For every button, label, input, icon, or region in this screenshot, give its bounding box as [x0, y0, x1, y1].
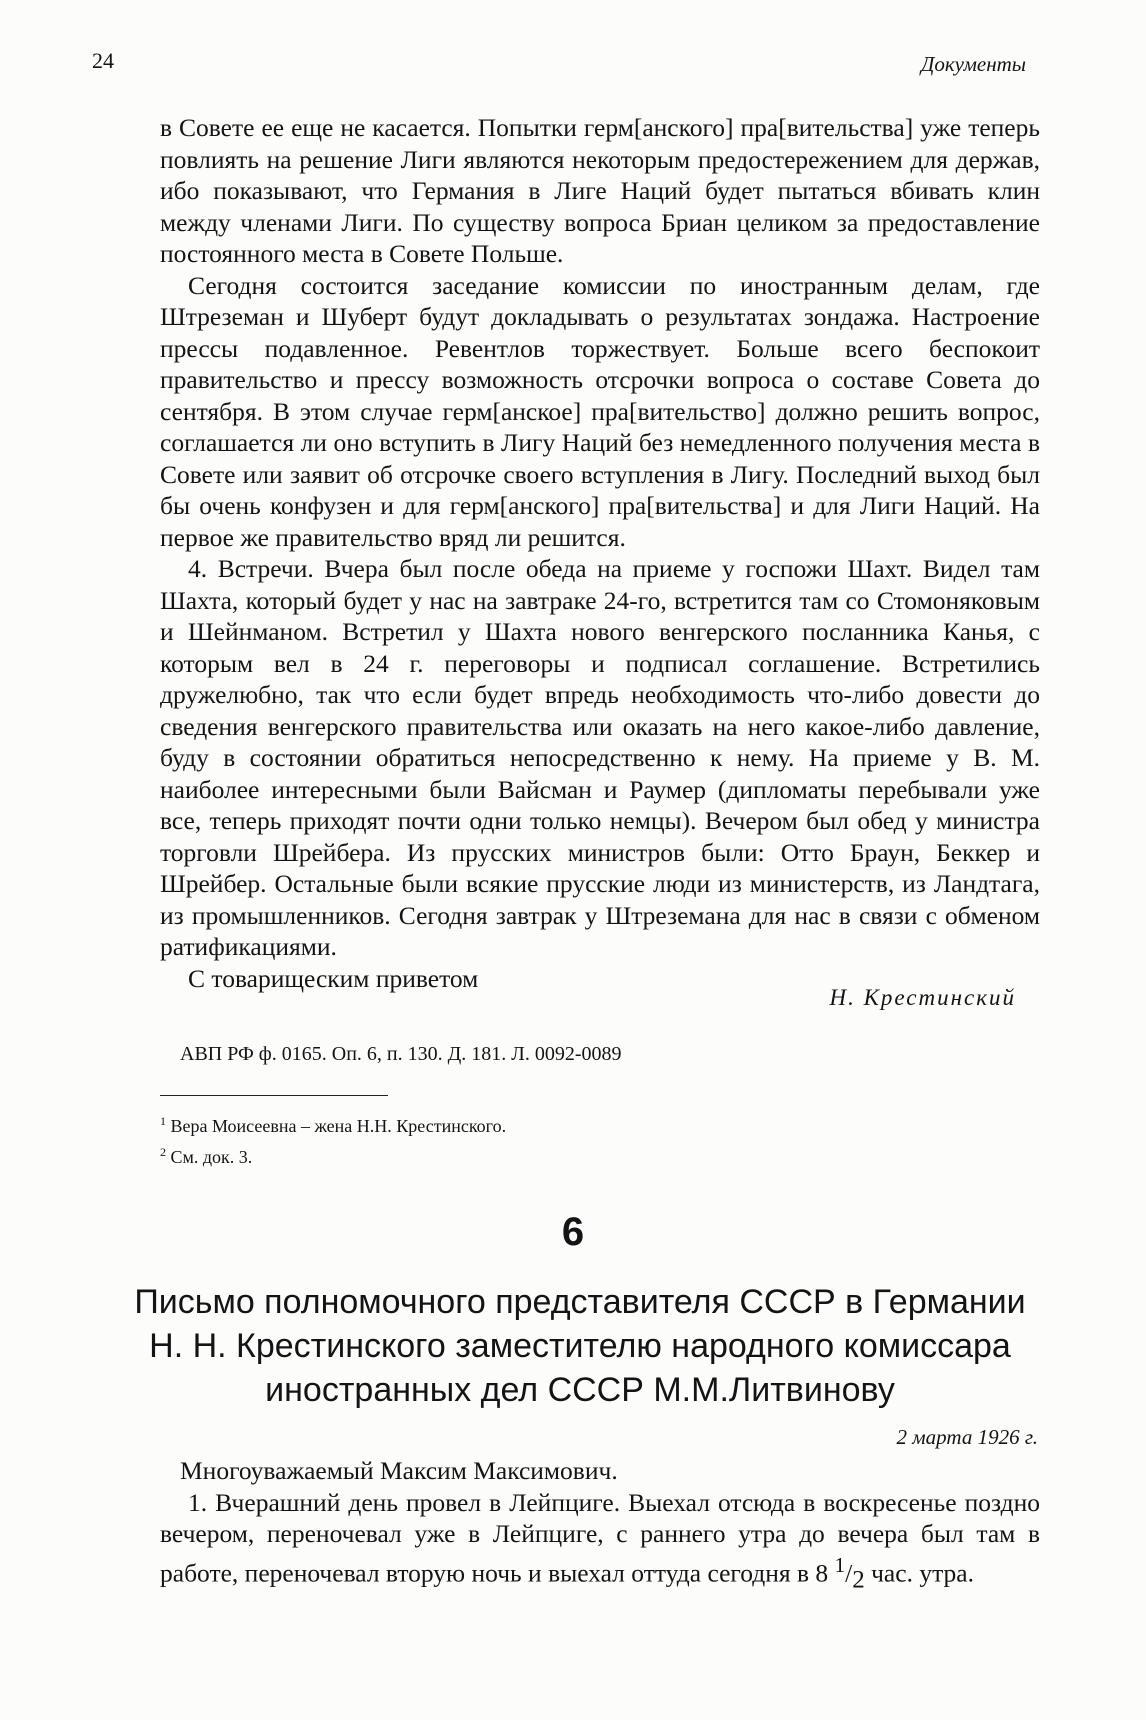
- document-title: [120, 1280, 1040, 1412]
- footnote-mark: 2: [160, 1145, 166, 1159]
- paragraph: 4. Встречи. Вчера был после обеда на приеме у госпожи Шахт. Видел там Шахта, который будет у нас на завтраке 24-го, встретится там со Стомоняковым и Шейнманом. Встретил у Шахта нового венгерского посланника Канья, с которым вел в 24 г. переговоры и подписал соглашение. Встретились дружелюбно, так что если будет впредь необходимость что-либо довести до сведения венгерского правительства или оказать на него какое-либо давление, буду в состоянии обратиться непосредственно к нему. На приеме у В. М. наиболее интересными были Вайсман и Раумер (дипломаты перебывали уже все, теперь приходят почти одни только немцы). Вечером был обед у министра торговли Шрейбера. Из прусских министров были: Отто Браун, Беккер и Шрейбер. Остальные были всякие прусские люди из министерств, из Ландтага, из промышленников. Сегодня завтрак у Штреземана для нас в связи с обменом ратификациями.: [160, 554, 1040, 961]
- archive-reference: АВП РФ ф. 0165. Оп. 6, п. 130. Д. 181. Л. 0092-0089: [180, 1043, 622, 1065]
- title-line: Н. Н. Крестинского заместителю народного комиссара: [149, 1327, 1011, 1365]
- paragraph: Сегодня состоится заседание комиссии по иностранным делам, где Штреземан и Шуберт будут докладывать о результатах зондажа. Настроение прессы подавленное. Ревентлов торжествует. Больше всего беспокоит правительство и прессу возможность отсрочки вопроса о составе Совета до сентября. В этом случае герм[анское] пра[вительство] должно решить вопрос, соглашается ли оно вступить в Лигу Наций без немедленного получения места в Совете или заявит об отсрочке своего вступления в Лигу. Последний выход был бы очень конфузен и для герм[анского] пра[вительства] и для Лиги Наций. На первое же правительство вряд ли решится.: [160, 270, 1040, 552]
- footnote: [160, 1139, 506, 1170]
- paragraph-text-end: час. утра.: [864, 1558, 974, 1587]
- title-line: иностранных дел СССР М.М.Литвинову: [265, 1371, 895, 1409]
- closing-salutation: С товарищеским приветом: [188, 963, 479, 993]
- footnote-mark: 1: [160, 1114, 166, 1128]
- letter-continuation: [160, 112, 1040, 994]
- document-date: 2 марта 1926 г.: [896, 1425, 1038, 1449]
- footnote: [160, 1108, 506, 1139]
- running-header: [92, 48, 1026, 78]
- paragraph-text: 1. Вчерашний день провел в Лейпциге. Выехал отсюда в воскресенье поздно вечером, переночевал уже в Лейпциге, с раннего утра до вечера был там в работе, переночевал вторую ночь и выехал оттуда сегодня в 8: [160, 1487, 1040, 1587]
- paragraph: 1. Вчерашний день провел в Лейпциге. Выехал отсюда в воскресенье поздно вечером, переночевал уже в Лейпциге, с раннего утра до вечера был там в работе, переночевал вторую ночь и выехал оттуда сегодня в 8 $^1/_2$ час. утра.: [160, 1487, 1040, 1594]
- footnote-text: См. док. 3.: [170, 1147, 253, 1167]
- footnotes: [160, 1108, 506, 1170]
- section-title: Документы: [920, 52, 1026, 76]
- title-line: Письмо полномочного представителя СССР в Германии: [134, 1283, 1026, 1321]
- footnote-divider: [160, 1095, 388, 1096]
- signature: Н. Крестинский: [829, 985, 1016, 1010]
- footnote-text: Вера Моисеевна – жена Н.Н. Крестинского.: [170, 1116, 507, 1136]
- document-number: 6: [561, 1210, 585, 1254]
- paragraph: в Совете ее еще не касается. Попытки герм[анского] пра[вительства] уже теперь повлиять на решение Лиги являются некоторым предостережением для держав, ибо показывают, что Германия в Лиге Наций будет пытаться вбивать клин между членами Лиги. По существу вопроса Бриан целиком за предоставление постоянного места в Совете Польше.: [160, 113, 1040, 268]
- fraction-denominator: 2: [852, 1566, 865, 1594]
- page-number: 24: [92, 48, 114, 73]
- fraction-numerator: 1: [834, 1552, 846, 1577]
- greeting: Многоуважаемый Максим Максимович.: [180, 1456, 618, 1485]
- letter-body: [160, 1455, 1040, 1596]
